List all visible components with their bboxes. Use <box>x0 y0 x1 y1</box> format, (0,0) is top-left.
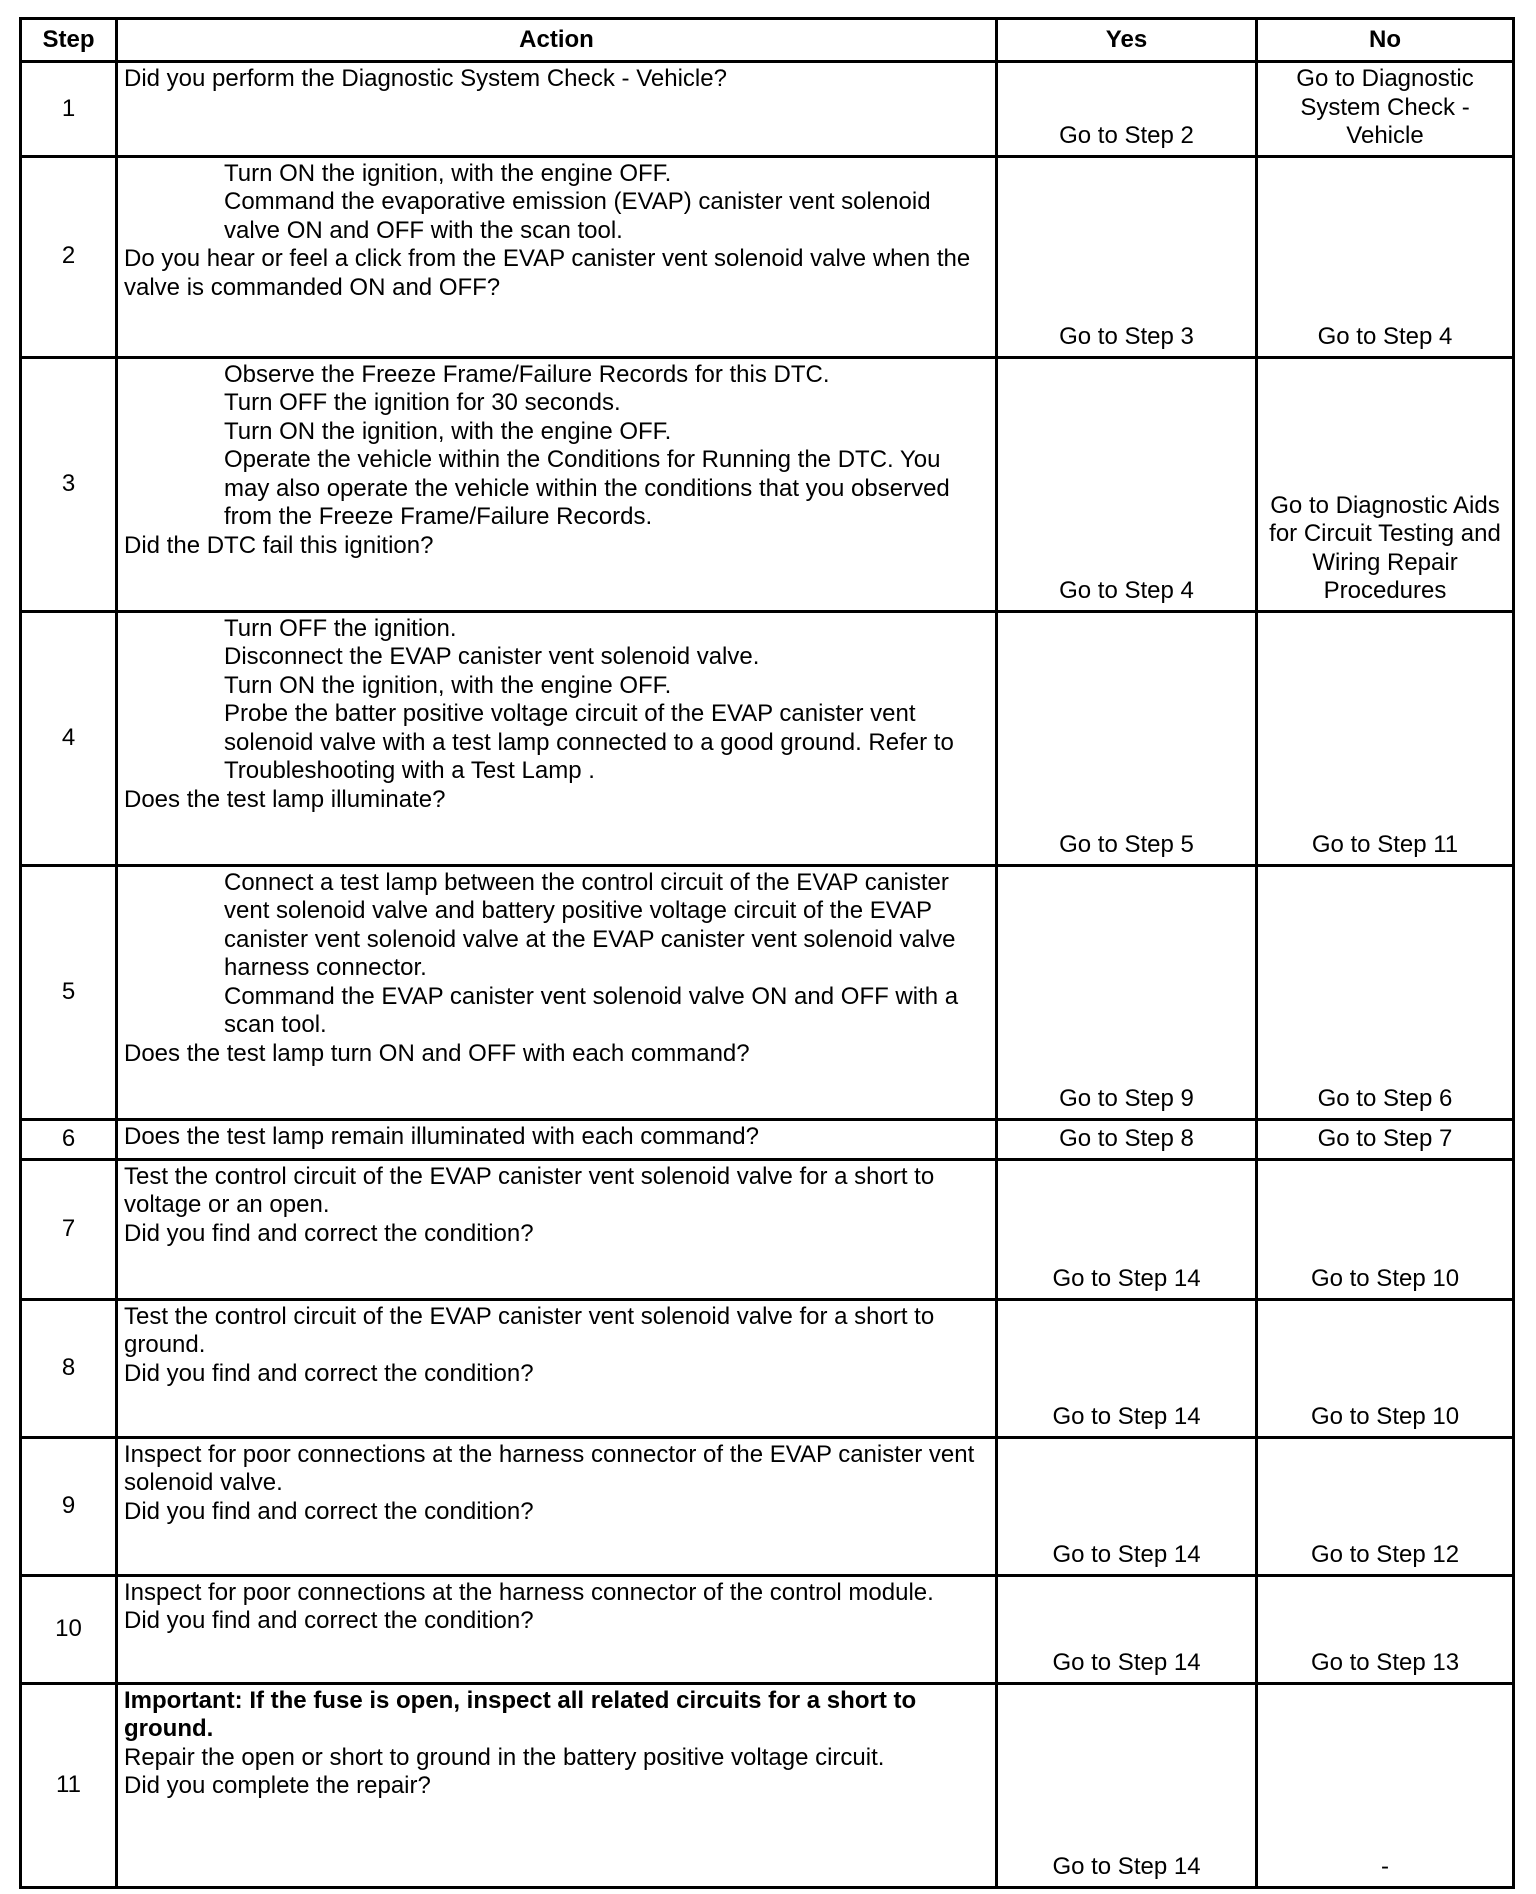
yes-cell <box>997 62 1257 157</box>
instruction: Turn OFF the ignition. <box>224 614 457 642</box>
no-text: Go to Step 10 <box>1310 1403 1460 1430</box>
diagnostic-table <box>19 17 1515 1889</box>
no-cell <box>1257 357 1514 611</box>
step-number: 11 <box>21 1683 117 1887</box>
no-text: Go to Diagnostic Aids for Circuit Testing and Wiring Repair Procedures <box>1269 491 1501 604</box>
action-cell <box>117 1575 997 1683</box>
action-cell <box>117 1683 997 1887</box>
yes-cell <box>997 156 1257 357</box>
table-row <box>21 1299 1514 1437</box>
step-number: 9 <box>21 1437 117 1575</box>
step-number: 5 <box>21 865 117 1119</box>
question-text: Does the test lamp remain illuminated with each command? <box>124 1122 759 1150</box>
step-number: 7 <box>21 1159 117 1299</box>
action-cell <box>117 865 997 1119</box>
no-text: - <box>1381 1853 1389 1880</box>
header-action: Action <box>117 19 997 62</box>
table-row <box>21 1683 1514 1887</box>
question-text: Does the test lamp illuminate? <box>124 785 446 813</box>
yes-cell <box>997 1299 1257 1437</box>
action-text: Repair the open or short to ground in the battery positive voltage circuit. <box>124 1743 885 1771</box>
instruction: Turn OFF the ignition for 30 seconds. <box>224 389 621 416</box>
action-text: Inspect for poor connections at the harness connector of the control module. <box>124 1578 934 1606</box>
action-cell <box>117 62 997 157</box>
header-row <box>21 19 1514 62</box>
yes-text: Go to Step 14 <box>1052 1649 1201 1676</box>
yes-text: Go to Step 14 <box>1052 1853 1201 1880</box>
yes-text: Go to Step 9 <box>1059 1085 1194 1112</box>
yes-text: Go to Step 14 <box>1052 1541 1201 1568</box>
question-text: Does the test lamp turn ON and OFF with each command? <box>124 1039 750 1067</box>
instruction: Disconnect the EVAP canister vent solenoid valve. <box>224 643 760 670</box>
table-row <box>21 1159 1514 1299</box>
instruction: Command the evaporative emission (EVAP) canister vent solenoid valve ON and OFF with the scan tool. <box>224 188 931 244</box>
step-number: 8 <box>21 1299 117 1437</box>
yes-cell <box>997 611 1257 865</box>
table-row <box>21 1575 1514 1683</box>
action-cell <box>117 357 997 611</box>
important-note: Important: If the fuse is open, inspect all related circuits for a short to ground. <box>124 1686 917 1742</box>
table-row <box>21 62 1514 157</box>
question-text: Did you complete the repair? <box>124 1772 431 1799</box>
step-number: 6 <box>21 1119 117 1159</box>
table-row <box>21 1437 1514 1575</box>
no-cell <box>1257 1437 1514 1575</box>
question-text: Did you find and correct the condition? <box>124 1359 534 1387</box>
action-text: Inspect for poor connections at the harness connector of the EVAP canister vent solenoid valve. <box>124 1440 975 1496</box>
step-number: 1 <box>21 62 117 157</box>
instruction: Command the EVAP canister vent solenoid valve ON and OFF with a scan tool. <box>224 982 959 1038</box>
no-text: Go to Step 10 <box>1310 1265 1460 1292</box>
no-cell <box>1257 1683 1514 1887</box>
yes-text: Go to Step 14 <box>1052 1265 1201 1292</box>
yes-text: Go to Step 14 <box>1052 1403 1201 1430</box>
table-row <box>21 156 1514 357</box>
no-cell <box>1257 1159 1514 1299</box>
yes-text: Go to Step 3 <box>1059 323 1194 350</box>
step-number: 4 <box>21 611 117 865</box>
yes-cell <box>997 865 1257 1119</box>
yes-cell <box>997 1575 1257 1683</box>
no-cell <box>1257 865 1514 1119</box>
instruction-list <box>124 615 991 786</box>
action-cell <box>117 1159 997 1299</box>
instruction: Operate the vehicle within the Conditions for Running the DTC. You may also operate the vehicle within the conditions that you observed from the Freeze Frame/Failure Records. <box>224 446 950 530</box>
yes-text: Go to Step 8 <box>1059 1125 1194 1152</box>
instruction-list <box>124 361 991 532</box>
action-text: Test the control circuit of the EVAP canister vent solenoid valve for a short to voltage or an open. <box>124 1162 935 1218</box>
instruction: Turn ON the ignition, with the engine OFF. <box>224 159 672 187</box>
header-no: No <box>1257 19 1514 62</box>
table-row <box>21 865 1514 1119</box>
yes-text: Go to Step 5 <box>1059 831 1194 858</box>
no-text: Go to Step 6 <box>1317 1085 1453 1112</box>
action-cell <box>117 1437 997 1575</box>
action-cell <box>117 611 997 865</box>
yes-text: Go to Step 4 <box>1059 577 1194 604</box>
instruction: Observe the Freeze Frame/Failure Records for this DTC. <box>224 360 830 388</box>
header-step: Step <box>21 19 117 62</box>
step-number: 3 <box>21 357 117 611</box>
table-row <box>21 611 1514 865</box>
step-number: 2 <box>21 156 117 357</box>
yes-cell <box>997 1119 1257 1159</box>
action-cell <box>117 156 997 357</box>
table-row <box>21 357 1514 611</box>
yes-cell <box>997 357 1257 611</box>
no-text: Go to Step 7 <box>1317 1125 1453 1152</box>
no-text: Go to Step 12 <box>1310 1541 1460 1568</box>
action-cell <box>117 1119 997 1159</box>
question-text: Do you hear or feel a click from the EVAP canister vent solenoid valve when the valve is commanded ON and OFF? <box>124 245 971 301</box>
header-yes: Yes <box>997 19 1257 62</box>
yes-text: Go to Step 2 <box>1059 122 1194 149</box>
instruction: Turn ON the ignition, with the engine OFF. <box>224 417 672 445</box>
action-cell <box>117 1299 997 1437</box>
instruction-list <box>124 869 991 1040</box>
no-cell <box>1257 62 1514 157</box>
no-cell <box>1257 1575 1514 1683</box>
question-text: Did the DTC fail this ignition? <box>124 531 434 559</box>
no-cell <box>1257 156 1514 357</box>
no-cell <box>1257 611 1514 865</box>
question-text: Did you find and correct the condition? <box>124 1219 534 1247</box>
instruction: Connect a test lamp between the control circuit of the EVAP canister vent solenoid valve and battery positive voltage circuit of the EVAP canister vent solenoid valve at the EVAP canister vent solenoid valve harness connector. <box>224 868 956 981</box>
question-text: Did you find and correct the condition? <box>124 1497 534 1525</box>
instruction: Probe the batter positive voltage circuit of the EVAP canister vent solenoid valve with a test lamp connected to a good ground. Refer to Troubleshooting with a Test Lamp . <box>224 700 954 784</box>
action-text: Test the control circuit of the EVAP canister vent solenoid valve for a short to ground. <box>124 1302 935 1358</box>
no-text: Go to Diagnostic System Check - Vehicle <box>1296 65 1474 149</box>
question-text: Did you perform the Diagnostic System Check - Vehicle? <box>124 65 727 92</box>
question-text: Did you find and correct the condition? <box>124 1607 534 1634</box>
no-cell <box>1257 1299 1514 1437</box>
no-text: Go to Step 4 <box>1317 323 1453 350</box>
no-text: Go to Step 13 <box>1310 1649 1460 1676</box>
step-number: 10 <box>21 1575 117 1683</box>
no-text: Go to Step 11 <box>1311 831 1459 858</box>
table-row <box>21 1119 1514 1159</box>
yes-cell <box>997 1437 1257 1575</box>
no-cell <box>1257 1119 1514 1159</box>
yes-cell <box>997 1683 1257 1887</box>
instruction: Turn ON the ignition, with the engine OFF. <box>224 671 672 699</box>
yes-cell <box>997 1159 1257 1299</box>
instruction-list <box>124 160 991 246</box>
